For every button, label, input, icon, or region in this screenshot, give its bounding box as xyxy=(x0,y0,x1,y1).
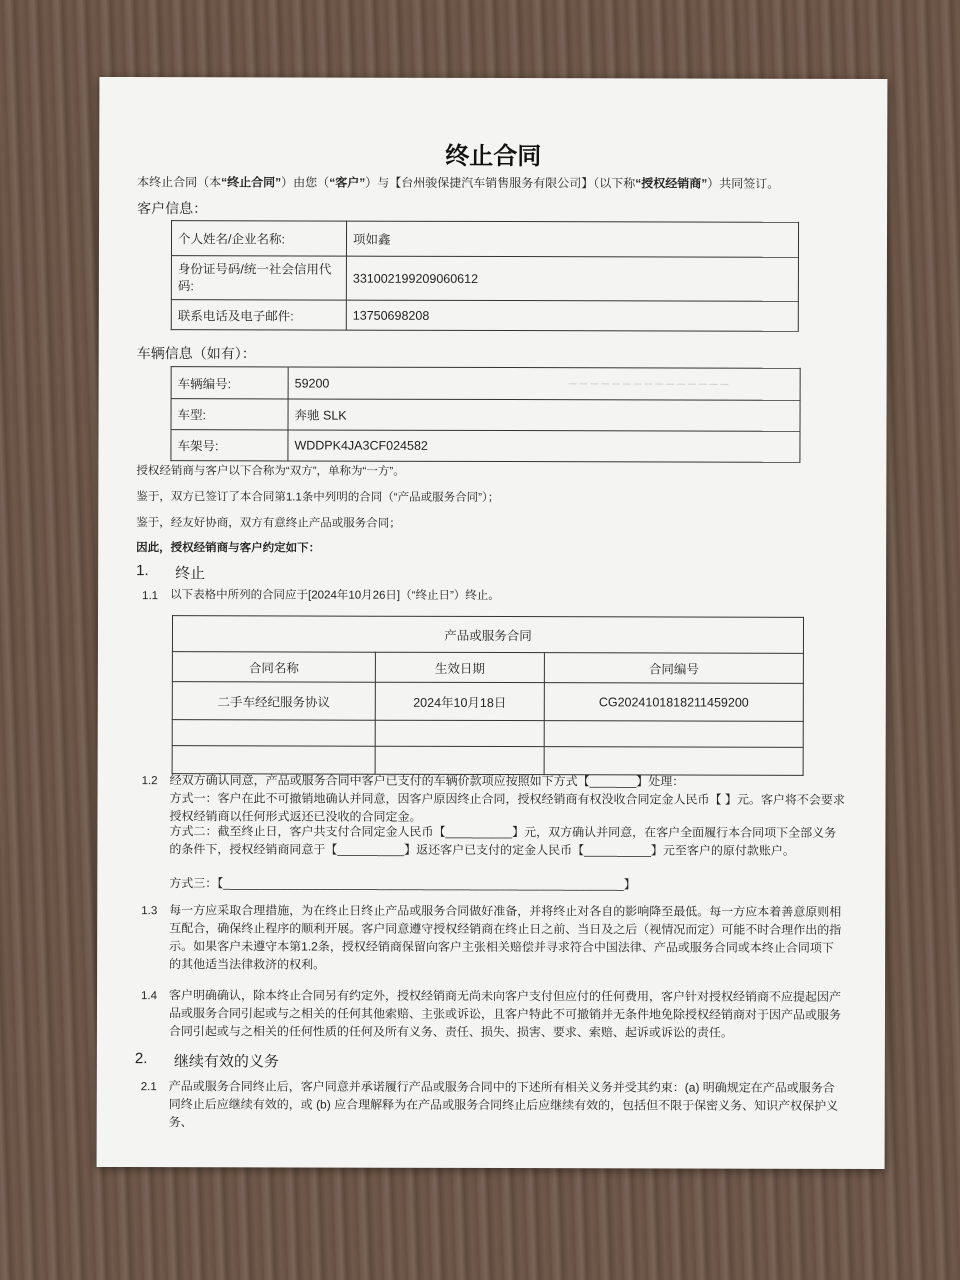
customer-info-heading: 客户信息： xyxy=(137,200,208,217)
customer-name-value: 项如鑫 xyxy=(346,221,798,257)
vehicle-vin-value: WDDPK4JA3CF024582 xyxy=(288,430,800,462)
section-1-number: 1. xyxy=(136,562,149,580)
intro-paragraph: 本终止合同（本“终止合同”）由您（“客户”）与【台州骏保捷汽车销售服务有限公司】（以下称“授权经销商”）共同签订。 xyxy=(137,175,780,191)
vehicle-number-value: 59200 xyxy=(288,367,800,400)
table-cell xyxy=(375,720,544,746)
clause-1-3-number: 1.3 xyxy=(141,905,158,918)
vehicle-number-label: 车辆编号: xyxy=(171,367,288,399)
customer-name-label: 个人姓名/企业名称: xyxy=(171,221,346,256)
recital-whereas-1: 鉴于，双方已签订了本合同第1.1条中列明的合同（“产品或服务合同”）； xyxy=(136,491,500,505)
table-cell xyxy=(172,720,375,747)
document-title: 终止合同 xyxy=(445,142,542,171)
clause-1-2-intro: 经双方确认同意，产品或服务合同中客户已支付的车辆价款项应按照如下方式【_______】处理： xyxy=(169,773,685,789)
bleed-through-text: ─ ─ ─ ─ ─ ─ ─ ─ ─ ─ ─ ─ ─ ─ ─ xyxy=(568,378,729,391)
vehicle-info-table xyxy=(170,366,800,463)
recital-therefore: 因此，授权经销商与客户约定如下： xyxy=(136,542,321,555)
customer-id-label: 身份证号码/统一社会信用代码: xyxy=(171,256,346,300)
section-2-title: 继续有效的义务 xyxy=(173,1053,279,1071)
table-cell xyxy=(172,746,375,775)
section-2-number: 2. xyxy=(134,1050,148,1068)
table-cell xyxy=(544,747,803,776)
customer-contact-label: 联系电话及电子邮件: xyxy=(171,300,346,330)
vehicle-info-heading: 车辆信息（如有）： xyxy=(136,345,256,362)
clause-1-2-option-3: 方式三：【____________________________________________________________】 xyxy=(169,876,636,892)
table-cell: 二手车经纪服务协议 xyxy=(172,682,375,721)
column-header-contract-name: 合同名称 xyxy=(172,652,375,683)
customer-info-table xyxy=(171,220,799,332)
vehicle-model-value: 奔驰 SLK xyxy=(288,399,800,431)
contracts-table xyxy=(172,615,804,776)
contracts-table-caption: 产品或服务合同 xyxy=(172,616,803,654)
clause-1-1-text: 以下表格中所列的合同应于[2024年10月26日]（“终止日”）终止。 xyxy=(170,589,500,603)
recital-parties: 授权经销商与客户以下合称为“双方”，单称为“一方”。 xyxy=(136,465,405,478)
table-row xyxy=(172,720,803,748)
document-page xyxy=(97,77,888,1169)
table-cell: CG2024101818211459200 xyxy=(544,683,803,722)
customer-id-value: 331002199209060612 xyxy=(346,256,798,301)
vehicle-model-label: 车型: xyxy=(171,399,288,430)
clause-1-4-number: 1.4 xyxy=(141,990,158,1003)
section-1-title: 终止 xyxy=(175,565,206,583)
table-cell xyxy=(375,746,544,774)
table-cell: 2024年10月18日 xyxy=(375,682,544,720)
clause-1-2-number: 1.2 xyxy=(141,775,158,788)
column-header-contract-number: 合同编号 xyxy=(544,653,803,684)
recital-whereas-2: 鉴于，经友好协商，双方有意终止产品或服务合同； xyxy=(136,517,401,530)
table-cell xyxy=(544,721,803,748)
table-row xyxy=(172,682,803,722)
clause-1-4-text: 客户明确确认，除本终止合同另有约定外，授权经销商无尚未向客户支付但应付的任何费用，客户针对授权经销商不应提起因产品或服务合同引起或与之相关的任何其他索赔、主张或诉讼，且客户特此不可撤销并无条件地免除授权经销商对于因产品或服务合同引起或与之相关的任何性质的任何及所有义务、责任、损失、损害、要求、索赔、起诉或诉讼的责任。 xyxy=(168,988,842,1040)
vehicle-vin-label: 车架号: xyxy=(171,430,288,461)
clause-1-1-number: 1.1 xyxy=(142,590,159,603)
clause-1-2-option-2: 方式二：截至终止日，客户共支付合同定金人民币【__________】元，双方确认并同意，在客户全面履行本合同项下全部义务的条件下，授权经销商同意于【__________】返还客户已支付的定金人民币【__________】元至客户的原付款账户。 xyxy=(169,824,837,858)
clause-1-3-text: 每一方应采取合理措施，为在终止日终止产品或服务合同做好准备，并将终止对各自的影响降至最低。每一方应本着善意原则相互配合，确保终止程序的顺利开展。客户同意遵守授权经销商在终止日之前、当日及之后（视情况而定）可能不时合理作出的指示。如果客户未遵守本第1.2条，授权经销商保留向客户主张相关赔偿并寻求符合中国法律、产品或服务合同或本终止合同项下的其他适当法律救济的权利。 xyxy=(169,903,842,972)
clause-2-1-text: 产品或服务合同终止后，客户同意并承诺履行产品或服务合同中的下述所有相关义务并受其约束：(a) 明确规定在产品或服务合同终止后应继续有效的，或 (b) 应合理解释为在产品或服务合同终止后应继续有效的，包括但不限于保密义务、知识产权保护义务、 xyxy=(168,1079,839,1130)
clause-2-1-number: 2.1 xyxy=(140,1081,157,1094)
clause-1-2-option-1: 方式一：客户在此不可撤销地确认并同意，因客户原因终止合同，授权经销商有权没收合同定金人民币【 】元。客户将不会要求授权经销商以任何形式返还已没收的合同定金。 xyxy=(169,791,845,824)
customer-contact-value: 13750698208 xyxy=(346,300,798,331)
column-header-effective-date: 生效日期 xyxy=(375,652,544,682)
